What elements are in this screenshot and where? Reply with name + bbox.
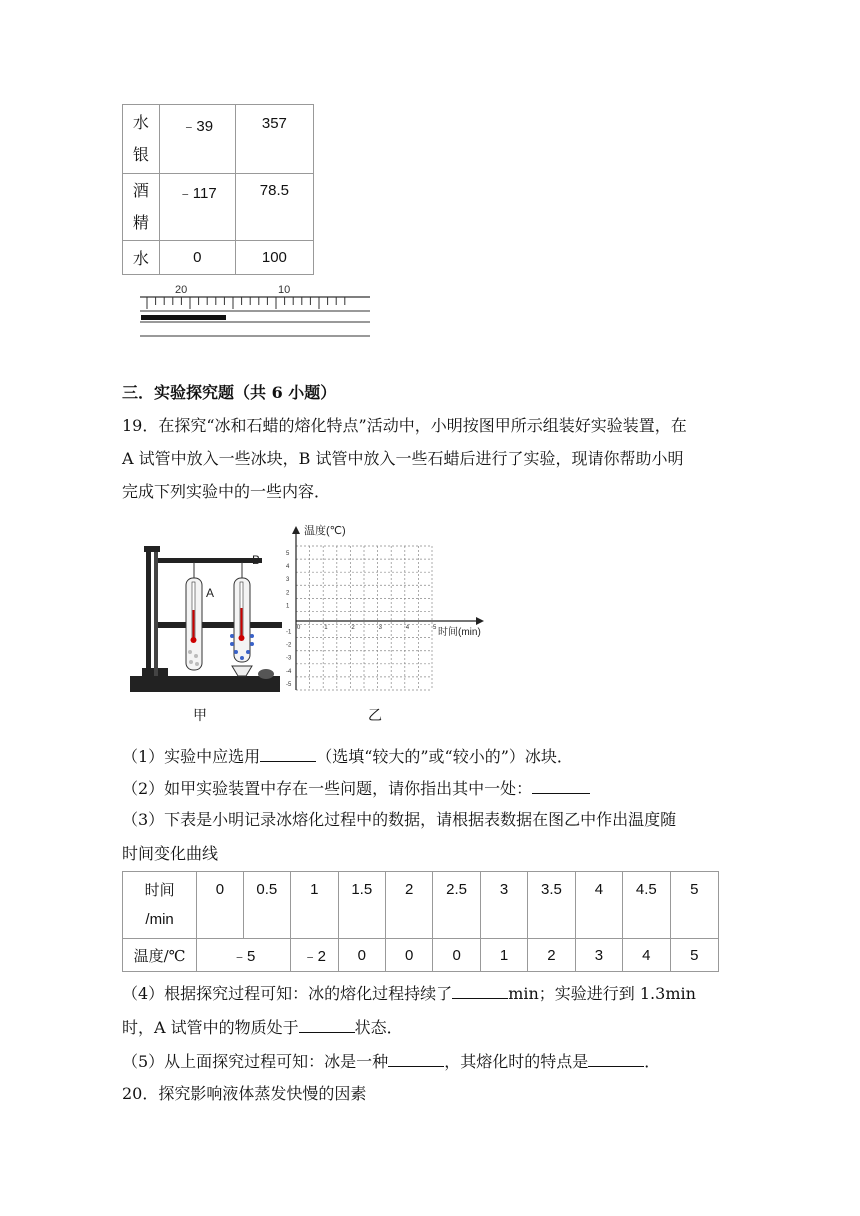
- substance-name: 水银: [132, 113, 149, 164]
- time-cell: 3: [480, 872, 527, 939]
- table-cell: 水: [123, 241, 160, 275]
- table-cell: [123, 105, 160, 174]
- x-tick-label: 5: [433, 625, 437, 631]
- answer-blank[interactable]: [299, 1018, 355, 1033]
- time-cell: 3.5: [528, 872, 576, 939]
- y-tick-label: -1: [286, 629, 292, 636]
- temp-cell: 3: [575, 939, 622, 972]
- sub5-text-c: ．: [644, 1052, 661, 1071]
- table-cell: 357: [235, 105, 313, 174]
- time-header-unit: /min: [145, 911, 174, 928]
- table-cell: 78.5: [235, 174, 313, 241]
- q19-line3: 完成下列实验中的一些内容．: [122, 482, 331, 501]
- time-header-cell: [123, 872, 197, 939]
- tick-label-10: 10: [278, 284, 291, 296]
- y-tick-label: -4: [286, 668, 292, 675]
- sub-question-4-line1: [122, 984, 696, 1002]
- answer-blank[interactable]: [532, 779, 590, 794]
- substance-name: 酒精: [132, 181, 149, 232]
- temp-cell: 4: [623, 939, 671, 972]
- table-cell: 0: [159, 241, 235, 275]
- sub4-text-b: min；实验进行到 1.3min: [508, 984, 696, 1003]
- table-cell: [123, 174, 160, 241]
- tube-b-label: B: [252, 553, 261, 567]
- tick-label-20: 20: [175, 284, 188, 296]
- sub-question-3-line2: 时间变化曲线: [122, 844, 219, 863]
- sub-question-3-line1: （3）下表是小明记录冰熔化过程中的数据，请根据表数据在图乙中作出温度随: [122, 810, 677, 829]
- answer-blank[interactable]: [452, 984, 508, 999]
- x-tick-label: 0: [297, 625, 301, 631]
- temp-cell: 2: [528, 939, 576, 972]
- section-heading: 三．实验探究题（共 6 小题）: [122, 383, 337, 402]
- sub-question-4-line2: [122, 1018, 403, 1036]
- time-cell: 5: [670, 872, 718, 939]
- y-tick-label: -5: [286, 681, 292, 688]
- x-tick-label: 4: [405, 625, 410, 631]
- time-cell: 1.5: [338, 872, 386, 939]
- table-cell: ﹣39: [159, 105, 235, 174]
- x-tick-label: 2: [351, 625, 355, 631]
- time-cell: 4: [575, 872, 622, 939]
- question-20: 20．探究影响液体蒸发快慢的因素: [122, 1084, 367, 1103]
- y-tick-label: -2: [286, 642, 292, 649]
- y-tick-label: -3: [286, 655, 292, 662]
- temperature-time-graph: [282, 522, 502, 692]
- x-tick-label: 1: [324, 625, 328, 631]
- x-tick-label: 3: [378, 625, 382, 631]
- sub4-text-a: （4）根据探究过程可知：冰的熔化过程持续了: [122, 984, 453, 1003]
- y-tick-label: 5: [286, 551, 290, 557]
- q19-line2: A 试管中放入一些冰块，B 试管中放入一些石蜡后进行了实验，现请你帮助小明: [122, 449, 684, 468]
- graph-y-label: 温度(℃): [304, 525, 346, 537]
- table-cell: 100: [235, 241, 313, 275]
- melting-boiling-table: [122, 104, 314, 275]
- time-cell: 1: [291, 872, 338, 939]
- temp-header-cell: 温度/℃: [123, 939, 197, 972]
- sub5-text-a: （5）从上面探究过程可知：冰是一种: [122, 1052, 389, 1071]
- y-tick-label: 3: [286, 577, 290, 584]
- time-cell: 0.5: [243, 872, 291, 939]
- ice-melting-data-table: [122, 871, 719, 972]
- y-tick-label: 1: [286, 603, 290, 610]
- sub5-text-b: ，其熔化时的特点是: [444, 1052, 589, 1071]
- sub1-text-a: （1）实验中应选用: [122, 747, 261, 766]
- sub-question-1: [122, 747, 573, 765]
- mercury-column: [141, 315, 226, 320]
- sub-question-5: [122, 1052, 660, 1070]
- figure-jia-caption: 甲: [193, 708, 207, 724]
- apparatus-figure: [128, 540, 284, 700]
- sub4-text-d: 状态．: [354, 1018, 403, 1037]
- graph-x-label: 时间(min): [438, 627, 481, 638]
- time-header-text: 时间: [144, 881, 175, 899]
- thermometer-scale-figure: [135, 280, 375, 342]
- temp-cell: 0: [433, 939, 481, 972]
- time-cell: 0: [197, 872, 243, 939]
- sub-question-2: [122, 779, 590, 797]
- figure-yi-caption: 乙: [368, 708, 382, 724]
- sub4-text-c: 时，A 试管中的物质处于: [122, 1018, 299, 1037]
- time-cell: 2.5: [433, 872, 481, 939]
- sub2-text: （2）如甲实验装置中存在一些问题，请你指出其中一处：: [122, 779, 533, 798]
- answer-blank[interactable]: [388, 1052, 444, 1067]
- temp-cell: ﹣2: [291, 939, 338, 972]
- q19-line1: 19．在探究“冰和石蜡的熔化特点”活动中，小明按图甲所示组装好实验装置，在: [122, 416, 687, 435]
- table-cell: ﹣117: [159, 174, 235, 241]
- time-cell: 4.5: [623, 872, 671, 939]
- temp-cell: 0: [338, 939, 386, 972]
- tube-a-label: A: [206, 586, 215, 600]
- temp-cell: 5: [670, 939, 718, 972]
- answer-blank[interactable]: [260, 747, 316, 762]
- temp-cell: 0: [386, 939, 433, 972]
- temp-cell: ﹣5: [197, 939, 291, 972]
- y-tick-label: 4: [286, 564, 290, 571]
- temp-cell: 1: [480, 939, 527, 972]
- y-tick-label: 2: [286, 590, 290, 597]
- answer-blank[interactable]: [588, 1052, 644, 1067]
- time-cell: 2: [386, 872, 433, 939]
- sub1-text-b: （选填“较大的”或“较小的”）冰块．: [316, 747, 573, 766]
